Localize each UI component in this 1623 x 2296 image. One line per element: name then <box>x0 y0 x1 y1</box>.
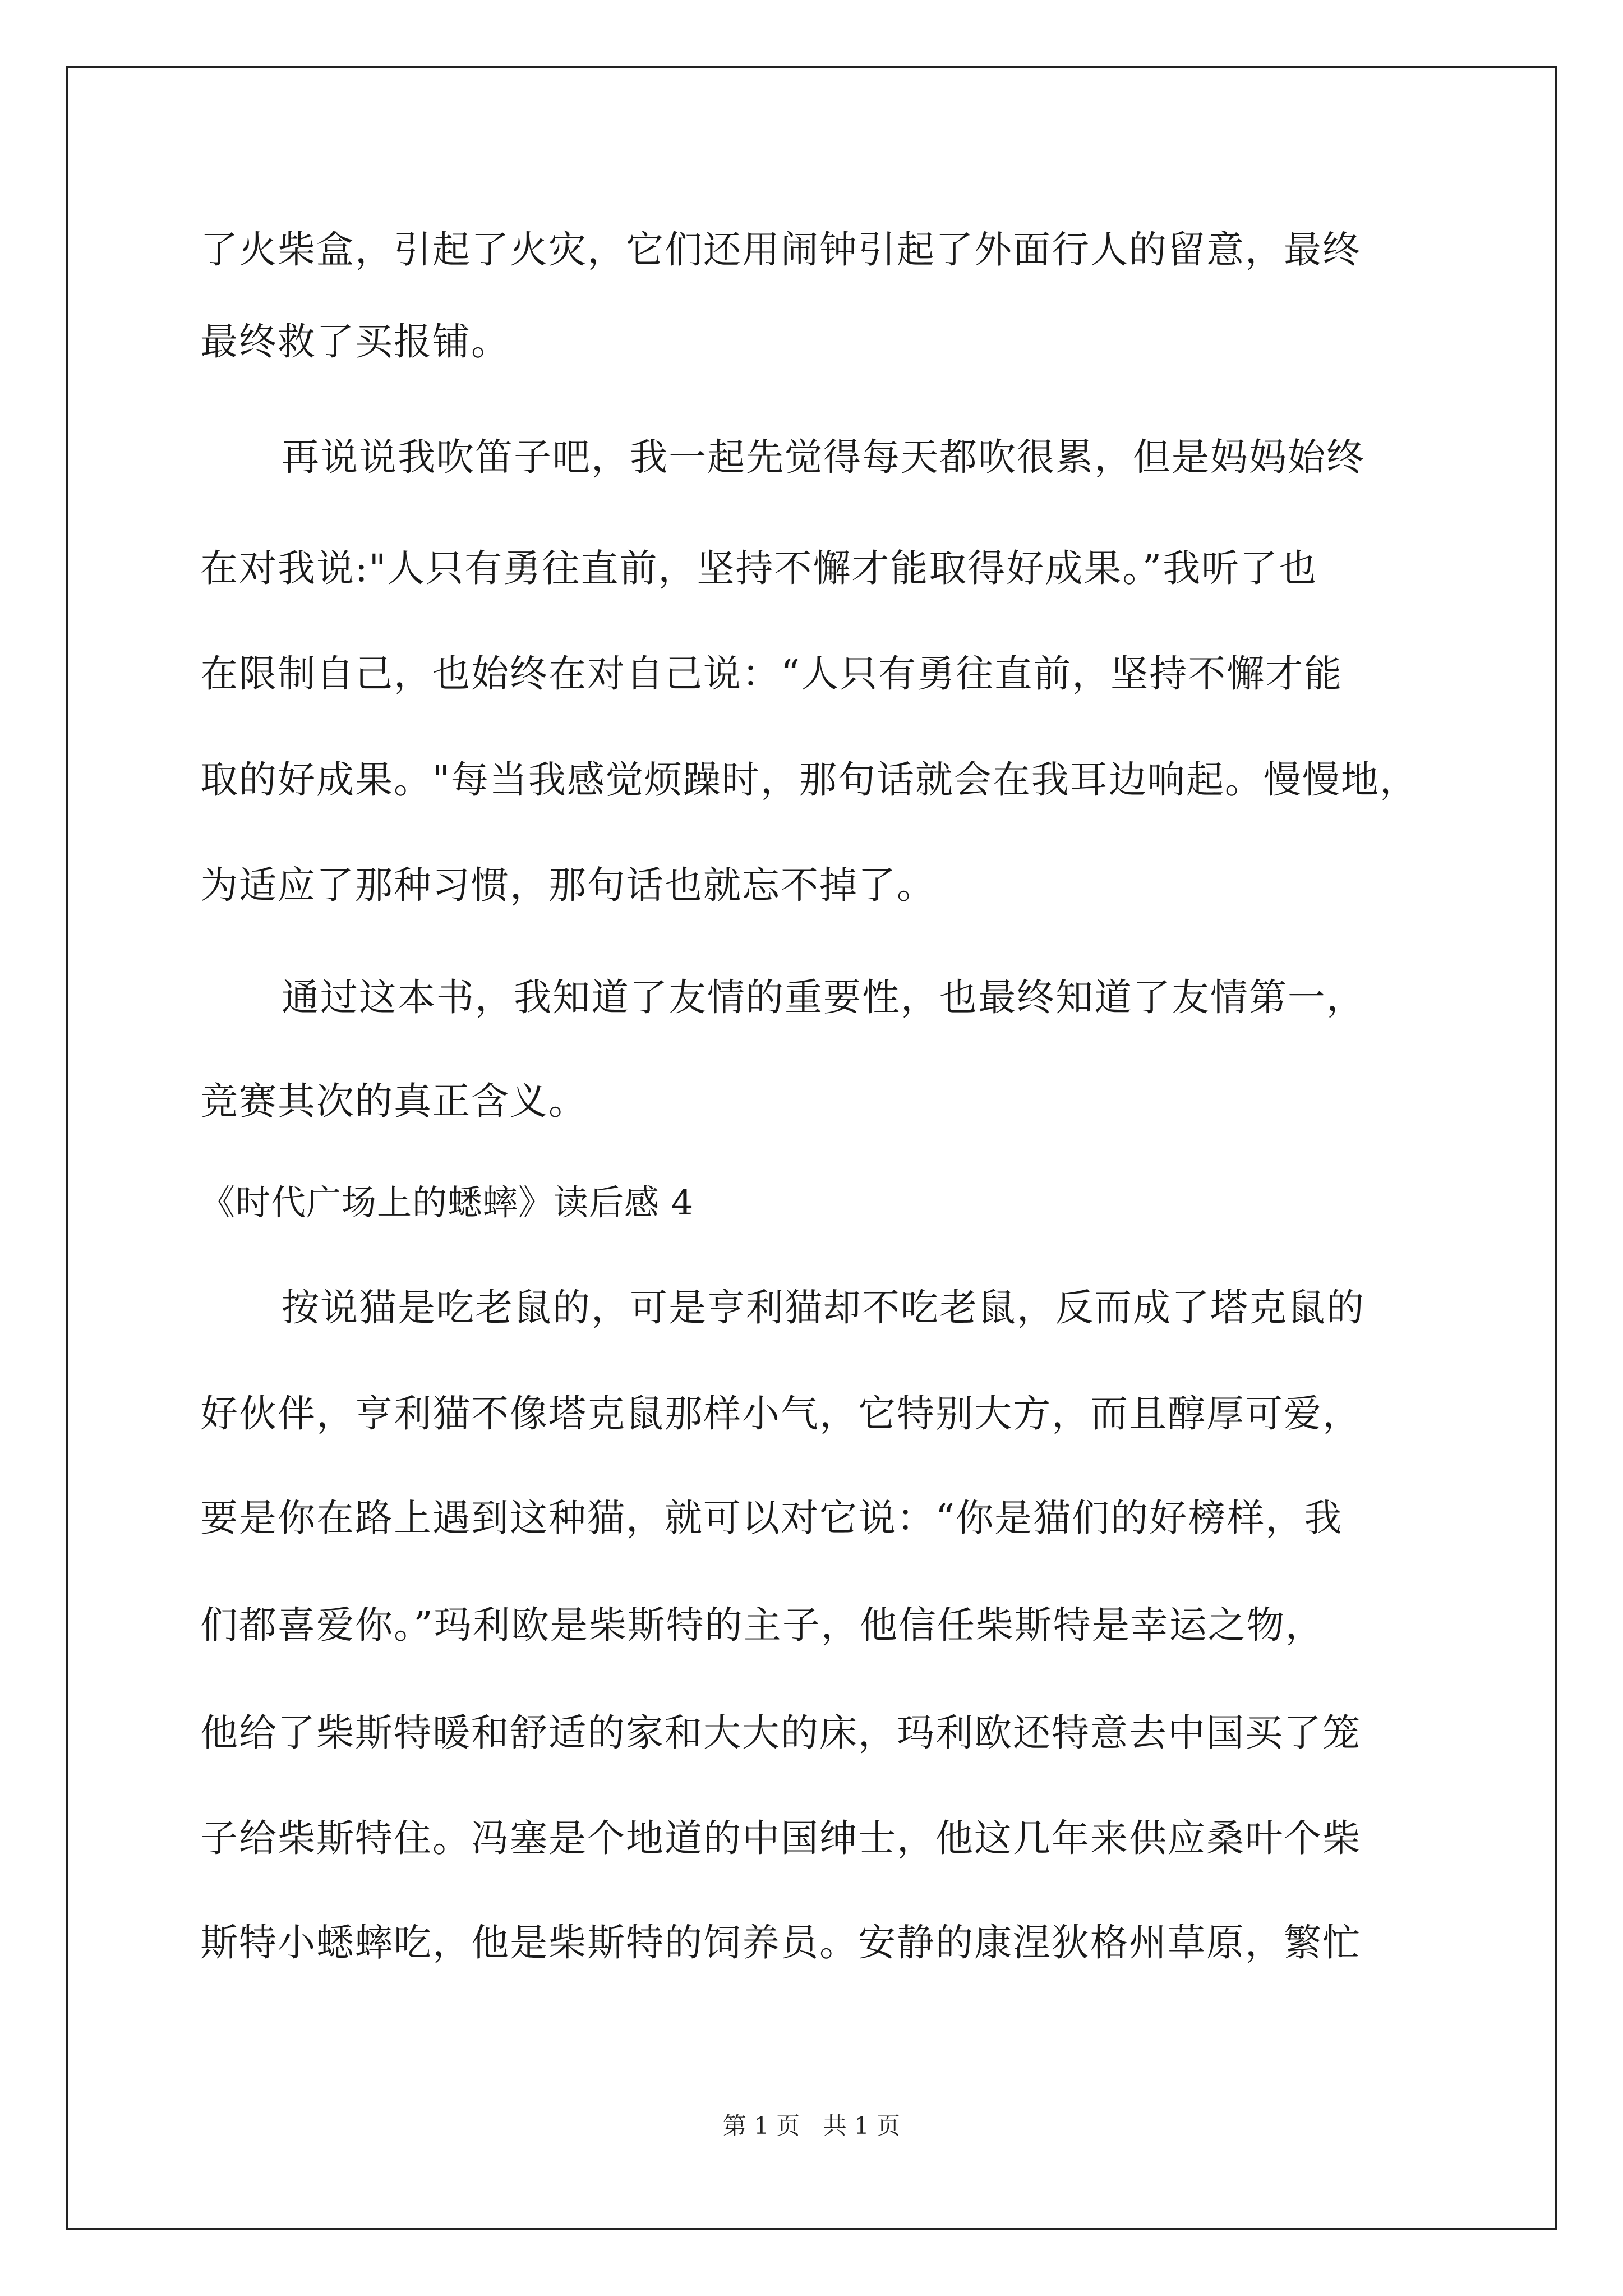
text-line: 好伙伴，亨利猫不像塔克鼠那样小气，它特别大方，而且醇厚可爱， <box>200 1392 1361 1435</box>
page-total: 共 1 页 <box>823 2112 901 2139</box>
page-number: 第 1 页 <box>722 2112 800 2139</box>
text-line: 最终救了买报铺。 <box>200 320 510 364</box>
text-line: 他给了柴斯特暖和舒适的家和大大的床，玛利欧还特意去中国买了笼 <box>200 1711 1361 1755</box>
text-line: 们都喜爱你。”玛利欧是柴斯特的主子，他信任柴斯特是幸运之物， <box>200 1603 1324 1647</box>
text-line: 要是你在路上遇到这种猫，就可以对它说：“你是猫们的好榜样，我 <box>200 1496 1343 1540</box>
page-border <box>66 66 1557 2230</box>
text-line: 通过这本书，我知道了友情的重要性，也最终知道了友情第一， <box>282 976 1365 1019</box>
text-line: 按说猫是吃老鼠的，可是亨利猫却不吃老鼠，反而成了塔克鼠的 <box>282 1286 1365 1329</box>
section-heading: 《时代广场上的蟋蟀》读后感 4 <box>200 1182 694 1223</box>
text-line: 了火柴盒，引起了火灾，它们还用闹钟引起了外面行人的留意，最终 <box>200 228 1361 272</box>
text-line: 斯特小蟋蟀吃，他是柴斯特的饲养员。安静的康涅狄格州草原，繁忙 <box>200 1921 1361 1964</box>
text-line: 竞赛其次的真正含义。 <box>200 1079 587 1123</box>
page-footer <box>0 2109 1623 2143</box>
text-line: 在对我说:"人只有勇往直前，坚持不懈才能取得好成果。”我听了也 <box>200 546 1318 590</box>
text-line: 在限制自己，也始终在对自己说：“人只有勇往直前，坚持不懈才能 <box>200 652 1343 696</box>
text-line: 取的好成果。"每当我感觉烦躁时，那句话就会在我耳边响起。慢慢地， <box>200 758 1418 802</box>
text-line: 为适应了那种习惯，那句话也就忘不掉了。 <box>200 863 935 907</box>
text-line: 再说说我吹笛子吧，我一起先觉得每天都吹很累，但是妈妈始终 <box>282 435 1365 479</box>
text-line: 子给柴斯特住。冯塞是个地道的中国绅士，他这几年来供应桑叶个柴 <box>200 1816 1361 1860</box>
